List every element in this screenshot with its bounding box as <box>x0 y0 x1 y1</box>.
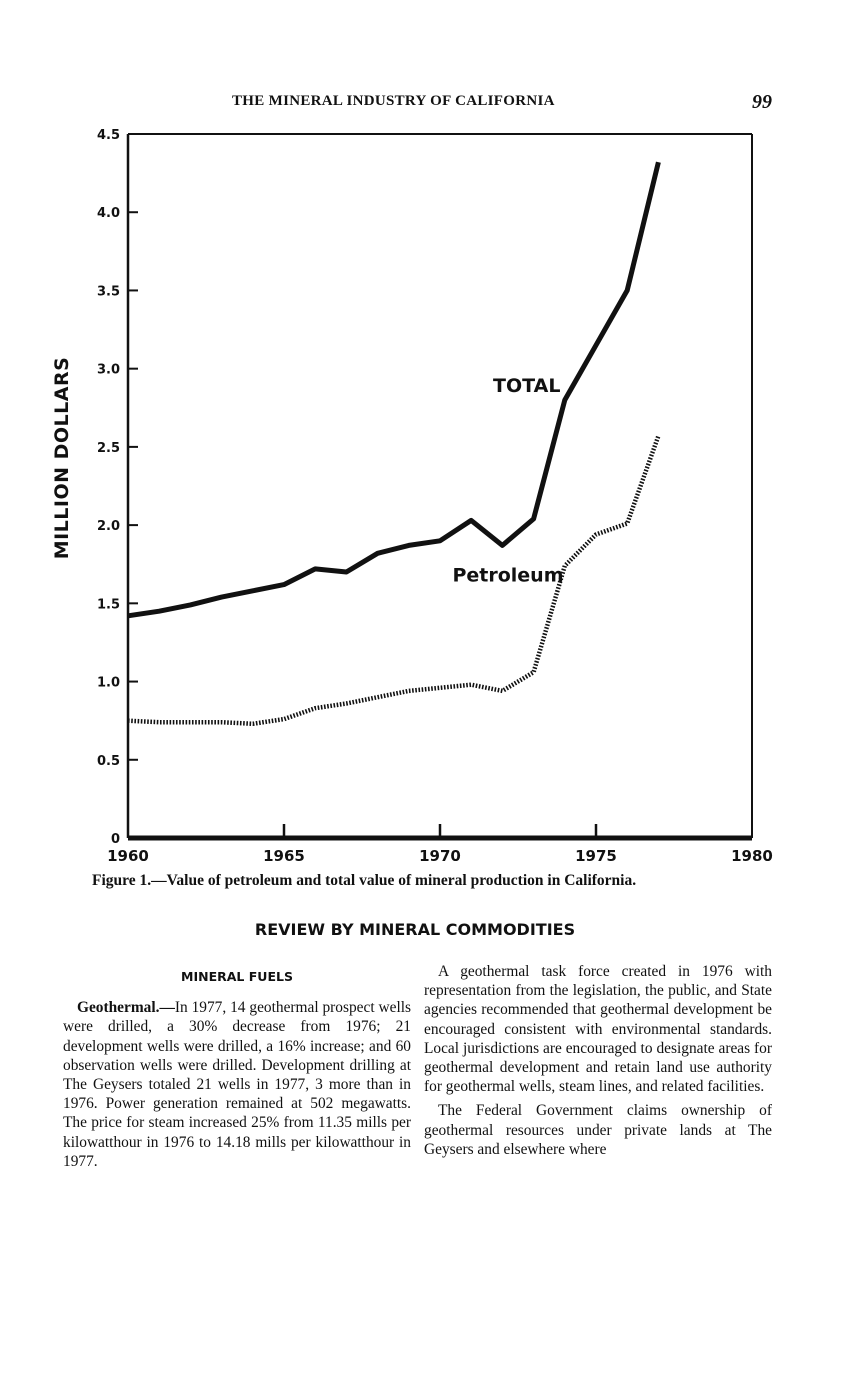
section-heading: REVIEW BY MINERAL COMMODITIES <box>254 920 576 939</box>
subsection-heading: MINERAL FUELS <box>181 969 293 984</box>
x-tick-label-2: 1970 <box>419 847 461 865</box>
y-tick-label-3: 1.5 <box>96 597 120 613</box>
y-tick-label-1: 0.5 <box>96 753 120 769</box>
left-column <box>63 962 411 1176</box>
y-tick-label-0: 0 <box>110 832 120 847</box>
series-label-total: TOTAL <box>493 375 561 398</box>
x-tick-label-4: 1980 <box>731 847 773 865</box>
y-axis-title: MILLION DOLLARS <box>51 356 73 560</box>
federal-ownership-paragraph: The Federal Government claims ownership of geothermal resources under private lands at The Geysers and elsewhere where <box>424 1102 772 1158</box>
geothermal-paragraph <box>63 998 411 1171</box>
x-tick-label-3: 1975 <box>575 847 617 865</box>
y-tick-label-5: 2.5 <box>96 440 120 456</box>
y-tick-label-9: 4.5 <box>96 128 120 143</box>
line-chart <box>40 118 800 878</box>
y-tick-label-2: 1.0 <box>96 675 120 691</box>
paragraph-body: In 1977, 14 geothermal prospect wells were drilled, a 30% decrease from 1976; 21 development wells were drilled, a 16% increase; and 60 observation wells were drilled. Development drilling at The Geysers totaled 21 wells in 1977, 3 more than in 1976. Power generation remained at 502 megawatts. The price for steam increased 25% from 11.35 mills per kilowatthour in 1976 to 14.18 mills per kilowatthour in 1977. <box>63 999 411 1170</box>
y-tick-label-6: 3.0 <box>96 362 120 378</box>
task-force-paragraph: A geothermal task force created in 1976 with representation from the legislation, the public, and State agencies recommended that geothermal development be encouraged consistent with environmental standards. Local jurisdictions are encouraged to designate areas for geothermal development and retain land use authority for geothermal wells, steam lines, and related facilities. <box>424 963 772 1096</box>
figure-caption: Figure 1.—Value of petroleum and total value of mineral production in California. <box>92 872 637 889</box>
right-column <box>424 962 772 1164</box>
running-title: THE MINERAL INDUSTRY OF CALIFORNIA <box>232 93 555 109</box>
series-line-total <box>128 162 658 616</box>
y-tick-label-7: 3.5 <box>96 284 120 300</box>
run-in-heading: Geothermal.— <box>77 999 175 1017</box>
running-head <box>0 91 853 113</box>
y-tick-label-8: 4.0 <box>96 206 120 222</box>
series-line-petroleum <box>128 436 658 724</box>
series-label-petroleum: Petroleum <box>452 564 564 587</box>
x-tick-label-0: 1960 <box>107 847 149 865</box>
page-number: 99 <box>752 91 772 113</box>
y-tick-label-4: 2.0 <box>96 519 120 535</box>
x-tick-label-1: 1965 <box>263 847 305 865</box>
